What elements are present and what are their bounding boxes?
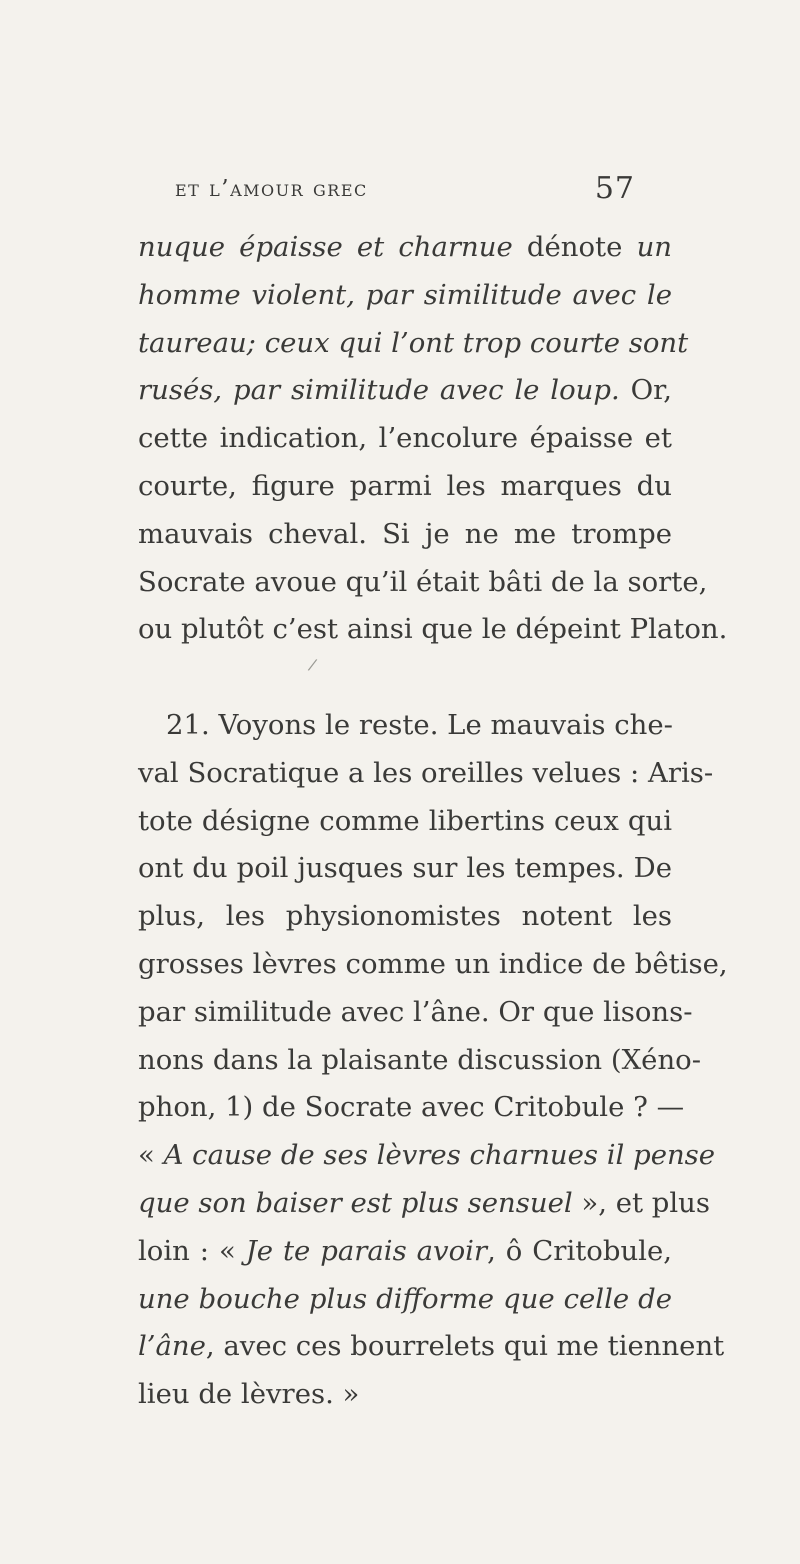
text-line — [138, 989, 693, 1037]
text-line — [138, 606, 728, 654]
text-span: dénote — [512, 231, 637, 263]
text-line — [138, 893, 672, 941]
text-span: Or, — [619, 374, 673, 407]
italic-span: taureau; ceux qui l’ont trop courte sont — [138, 326, 689, 359]
text-span: grosses lèvres comme un indice de bêtise, — [138, 947, 728, 980]
text-line — [138, 845, 672, 893]
page-number: 57 — [594, 171, 635, 206]
text-line — [138, 463, 672, 511]
text-line — [138, 798, 672, 846]
text-line — [138, 511, 672, 559]
text-line — [138, 224, 672, 272]
text-span: val Socratique a les oreilles velues : Aris- — [138, 756, 714, 789]
text-span: courte, figure parmi les marques du — [138, 469, 672, 502]
text-span: , ô Critobule, — [487, 1234, 672, 1267]
text-line — [138, 367, 672, 415]
italic-span: A cause de ses lèvres charnues il pense — [163, 1139, 716, 1172]
text-line — [138, 1084, 685, 1132]
paragraph-gap — [138, 654, 672, 702]
stray-mark-icon: / — [306, 654, 319, 675]
text-span: plus, les physionomistes notent les — [138, 900, 672, 933]
text-span: ou plutôt c’est ainsi que le dépeint Platon. — [138, 613, 728, 646]
text-line — [138, 415, 672, 463]
text-line — [138, 702, 672, 750]
running-head-title: et l’amour grec — [175, 176, 368, 202]
text-span: Socrate avoue qu’il était bâti de la sorte, — [138, 565, 708, 598]
text-line — [138, 1228, 672, 1276]
text-line — [138, 272, 672, 320]
text-span: 21. Voyons le reste. Le mauvais che- — [166, 708, 673, 741]
text-span: « — [138, 1139, 164, 1172]
body-text — [138, 224, 728, 1419]
text-line — [138, 941, 728, 989]
text-line — [138, 750, 714, 798]
italic-span: Je te parais avoir — [245, 1234, 488, 1267]
italic-span: homme violent, par similitude avec le — [138, 278, 672, 311]
text-span: lieu de lèvres. » — [138, 1378, 360, 1411]
text-span: par similitude avec l’âne. Or que lisons- — [138, 995, 693, 1028]
text-span: mauvais cheval. Si je ne me trompe — [138, 517, 672, 550]
text-line — [138, 1371, 672, 1419]
text-line — [138, 559, 708, 607]
running-head — [175, 171, 635, 206]
text-span: cette indication, l’encolure épaisse et — [138, 422, 672, 455]
text-line — [138, 1132, 716, 1180]
text-line — [138, 1037, 701, 1085]
italic-span: l’âne — [138, 1330, 206, 1363]
italic-span: un — [636, 231, 672, 263]
text-span: , avec ces bourrelets qui me tiennent — [205, 1330, 725, 1363]
text-line — [138, 1323, 725, 1371]
text-span: nons dans la plaisante discussion (Xéno- — [138, 1043, 701, 1076]
text-line — [138, 1180, 710, 1228]
italic-span: que son baiser est plus sensuel — [138, 1186, 573, 1219]
text-span: loin : « — [138, 1234, 246, 1267]
text-span: tote désigne comme libertins ceux qui — [138, 804, 672, 837]
text-span: ont du poil jusques sur les tempes. De — [138, 852, 672, 885]
text-span: », et plus — [572, 1186, 710, 1219]
text-line — [138, 320, 689, 368]
italic-span: nuque épaisse et charnue — [138, 231, 513, 263]
text-span: phon, 1) de Socrate avec Critobule ? — — [138, 1091, 685, 1124]
italic-span: une bouche plus difforme que celle de — [138, 1282, 672, 1315]
italic-span: rusés, par similitude avec le loup. — [138, 374, 620, 407]
text-line — [138, 1276, 672, 1324]
